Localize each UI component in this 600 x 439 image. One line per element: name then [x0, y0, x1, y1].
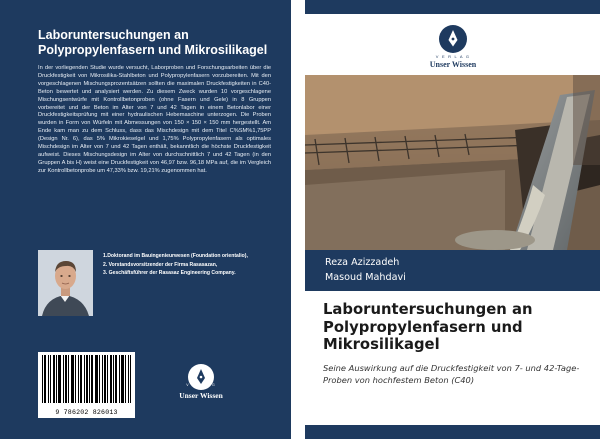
barcode-bars [38, 352, 135, 408]
author-note: 1.Doktorand im Bauingenieurwesen (Foundation orientalio), [103, 253, 248, 259]
author-notes [103, 252, 273, 278]
front-cover [305, 0, 600, 439]
pen-nib-in-circle-icon [439, 25, 467, 53]
front-subtitle: Seine Auswirkung auf die Druckfestigkeit von 7- und 42-Tage-Proben von hochfestem Beton (C40) [323, 363, 580, 385]
author-note: 2. Vorstandsvorsitzender der Firma Rasasazan, [103, 261, 218, 268]
author-photo [38, 250, 93, 316]
top-band [305, 0, 600, 14]
back-cover [0, 0, 291, 439]
front-title: Laboruntersuchungen an Polypropylenfasern und Mikrosilikagel [323, 301, 533, 353]
front-authors-band [305, 250, 600, 291]
front-publisher-name: Unser Wissen [429, 60, 477, 69]
author-name: Masoud Mahdavi [325, 272, 406, 283]
cover-photo [305, 75, 600, 250]
back-publisher-verlag: V E R L A G [186, 383, 216, 387]
barcode-digits: 9 786202 826013 [55, 409, 118, 416]
back-title: Laboruntersuchungen an Polypropylenfasern und Mikrosilikagel [38, 28, 268, 57]
isbn-barcode [38, 352, 135, 418]
bottom-band [305, 425, 600, 439]
back-abstract: In der vorliegenden Studie wurde versucht, Laborproben und Forschungsarbeiten über die Druckfestigkeit von Mikrosilika-Stahlbeton und Polypropylenfasern vorzubereiten. Mit den vorgeschlagenen Mischungsprozentsätzen sollten die maximalen Druckfestigkeiten in C40-Beton bewertet und analysiert werden. Zu diesem Zweck wurden 10 vorgeschlagene Mischungsentwürfe mit Kontrollbetonproben (ohne Fasern und Gele) in 8 Gruppen vorbereitet und der Beton im Alter von 7 und 42 Tagen in einem Betonlabor einer Druckfestigkeitsprüfung mit einer hydraulischen Hebemaschine unterzogen. Die Proben wurden in Form von Würfeln mit Abmessungen von 150 × 150 × 150 mm hergestellt. Am Ende kam man zu dem Schluss, dass das Mischdesign mit dem Titel C%SM%1,75PP (Design Nr. 6), das 5% Mikrokieselgel und 1,75% Polypropylenfasern als optimales Mischdesign im Alter von 7 und 42 Tagen enthält, bekanntlich die höchste Druckfestigkeit aufweist. Dieses Mischungsdesign im Alter von durchschnittlich 7 und 42 Tagen (in den Gruppen A bis H) weist eine Druckfestigkeit von 46,97 bzw. 96,18 MPa auf, die im Vergleich zur Kontrollbetonprobe um 47,33% bzw. 19,21% zugenommen hat. [38, 65, 271, 174]
author-name: Reza Azizzadeh [325, 257, 400, 268]
back-publisher-logo [173, 364, 229, 404]
author-note: 3. Geschäftsführer der Rasasaz Engineering Company. [103, 270, 236, 277]
front-publisher-logo [413, 25, 493, 69]
spine [291, 0, 305, 439]
front-publisher-verlag: V E R L A G [435, 54, 471, 59]
back-publisher-name: Unser Wissen [179, 391, 223, 400]
